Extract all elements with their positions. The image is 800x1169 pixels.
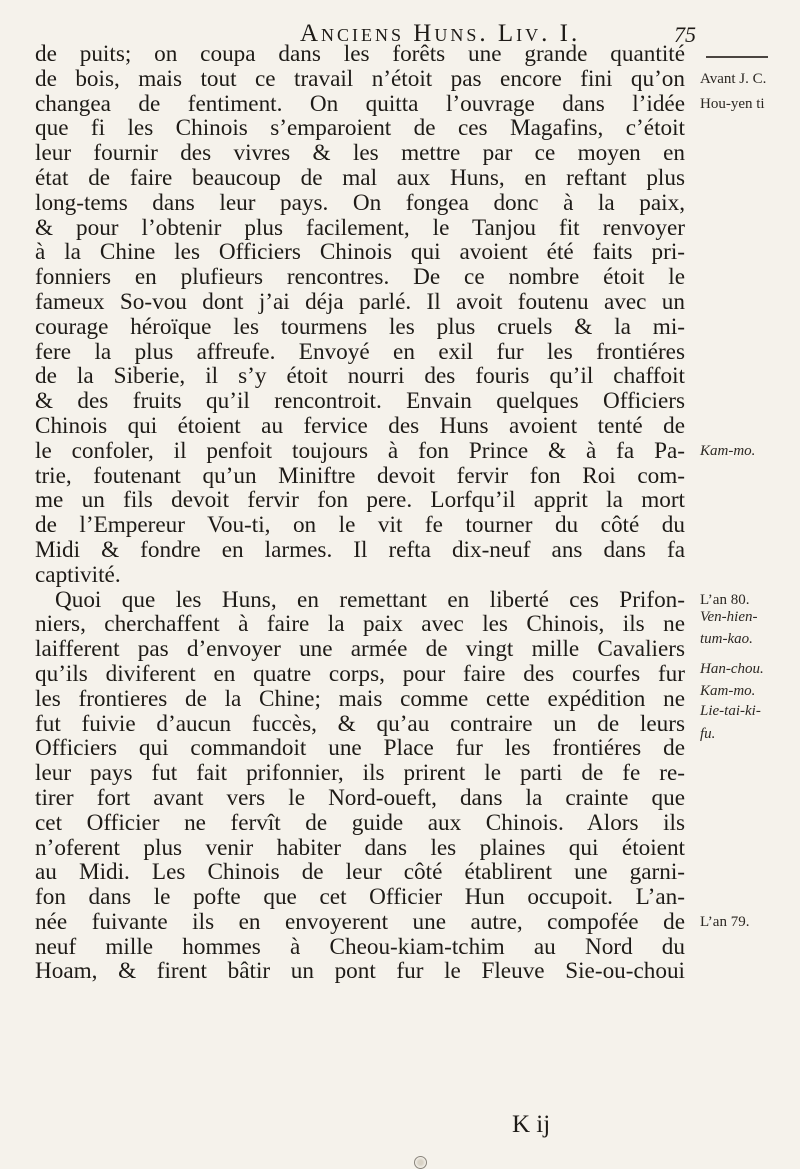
- text-line: Midi & fondre en larmes. Il refta dix-neuf ans dans fa: [35, 536, 685, 563]
- text-line: de l’Empereur Vou-ti, on le vit fe tourner du côté du: [35, 512, 685, 539]
- text-line: n’oferent plus venir habiter dans les plaines qui étoient: [35, 834, 685, 861]
- page-number: 75: [674, 22, 696, 47]
- text-line: neuf mille hommes à Cheou-kiam-tchim au Nord du: [35, 933, 685, 960]
- text-line: les frontieres de la Chine; mais comme cette expédition ne: [35, 685, 685, 712]
- text-line: à la Chine les Officiers Chinois qui avoient été faits pri-: [35, 239, 685, 266]
- text-line: leur pays fut fait prifonnier, ils prirent le parti de fe re-: [35, 760, 685, 787]
- text-line: qu’ils diviferent en quatre corps, pour faire des courfes fur: [35, 660, 685, 687]
- margin-note: Kam-mo.: [700, 683, 756, 700]
- text-line: de la Siberie, il s’y étoit nourri des fouris qu’il chaffoit: [35, 363, 685, 390]
- text-line: fere la plus affreufe. Envoyé en exil fur les frontiéres: [35, 338, 685, 365]
- text-line: née fuivante ils en envoyerent une autre, compofée de: [35, 908, 685, 935]
- margin-note: Ven-hien-: [700, 608, 758, 625]
- text-line: captivité.: [35, 561, 121, 588]
- margin-note: Han-chou.: [700, 661, 764, 678]
- text-line: fut fuivie d’aucun fuccès, & qu’au contraire un de leurs: [35, 710, 685, 737]
- text-line: long-tems dans leur pays. On fongea donc à la paix,: [35, 189, 685, 216]
- margin-note: tum-kao.: [700, 631, 753, 648]
- text-line: fon dans le pofte que cet Officier Hun occupoit. L’an-: [35, 884, 685, 911]
- margin-note: L’an 80.: [700, 591, 750, 608]
- text-line: Chinois qui étoient au fervice des Huns avoient tenté de: [35, 412, 685, 439]
- margin-note: Lie-tai-ki-: [700, 703, 761, 720]
- text-line: cet Officier ne fervît de guide aux Chinois. Alors ils: [35, 809, 685, 836]
- text-line: tirer fort avant vers le Nord-oueft, dans la crainte que: [35, 784, 685, 811]
- text-line: état de faire beaucoup de mal aux Huns, en reftant plus: [35, 164, 685, 191]
- margin-note: fu.: [700, 725, 716, 742]
- text-line: me un fils devoit fervir fon pere. Lorfqu’il apprit la mort: [35, 487, 685, 514]
- text-line: fameux So-vou dont j’ai déja parlé. Il avoit foutenu avec un: [35, 288, 685, 315]
- running-head-title: Anciens Huns. Liv. I.: [300, 20, 581, 47]
- ornament-icon: [414, 1156, 427, 1169]
- text-line: niers, cherchaffent à faire la paix avec les Chinois, ils ne: [35, 611, 685, 638]
- text-line: courage héroïque les tourmens les plus cruels & la mi-: [35, 313, 685, 340]
- text-line: leur fournir des vivres & les mettre par ce moyen en: [35, 140, 685, 167]
- text-line: Officiers qui commandoit une Place fur les frontiéres de: [35, 735, 685, 762]
- text-line: Hoam, & firent bâtir un pont fur le Fleuve Sie-ou-choui: [35, 958, 685, 985]
- body-text: [35, 42, 685, 984]
- margin-note: Kam-mo.: [700, 442, 756, 459]
- text-line: & des fruits qu’il rencontroit. Envain quelques Officiers: [35, 388, 685, 415]
- text-line: Quoi que les Huns, en remettant en liberté ces Prifon-: [55, 586, 685, 613]
- margin-note: Avant J. C.: [700, 70, 767, 87]
- text-line: trie, foutenant qu’un Miniftre devoit fervir fon Roi com-: [35, 462, 685, 489]
- text-line: que fi les Chinois s’emparoient de ces Magafins, c’étoit: [35, 115, 685, 142]
- margin-note: L’an 79.: [700, 914, 750, 930]
- text-line: laifferent pas d’envoyer une armée de vingt mille Cavaliers: [35, 636, 685, 663]
- text-line: & pour l’obtenir plus facilement, le Tanjou fit renvoyer: [35, 214, 685, 241]
- text-line: de bois, mais tout ce travail n’étoit pas encore fini qu’on: [35, 65, 685, 92]
- text-line: changea de fentiment. On quitta l’ouvrage dans l’idée: [35, 90, 685, 117]
- margin-rule: [706, 56, 768, 58]
- signature-mark: K ij: [512, 1111, 551, 1138]
- text-line: au Midi. Les Chinois de leur côté établirent une garni-: [35, 859, 685, 886]
- margin-note: Hou-yen ti: [700, 95, 765, 112]
- text-line: fonniers en plufieurs rencontres. De ce nombre étoit le: [35, 264, 685, 291]
- text-line: le confoler, il penfoit toujours à fon Prince & à fa Pa-: [35, 437, 685, 464]
- text-line: de puits; on coupa dans les forêts une grande quantité: [35, 41, 685, 67]
